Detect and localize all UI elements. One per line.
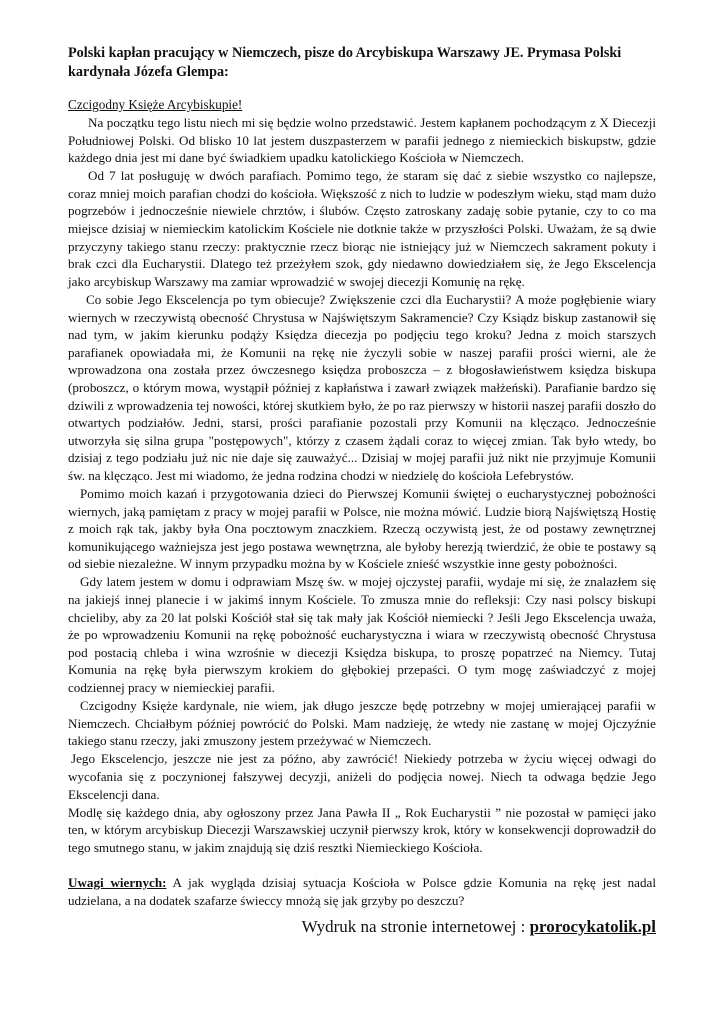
salutation: Czcigodny Księże Arcybiskupie! xyxy=(68,97,243,112)
paragraph-cardinal: Czcigodny Księże kardynale, nie wiem, jak długo jeszcze będę potrzebny w mojej umierającej parafii w Niemczech. Chciałbym później powrócić do Polski. Mam nadzieję, że wtedy nie zastanę w mojej Ojczyźnie takiego stanu rzeczy, jaki zmuszony jestem przeżywać w Niemczech. xyxy=(68,698,656,749)
letter-page xyxy=(68,44,656,909)
paragraph-introduction: Na początku tego listu niech mi się będzie wolno przedstawić. Jestem kapłanem pochodzącym z X Diecezji Południowej Polski. Od blisko 10 lat jestem duszpasterzem w parafii jednego z niemieckich biskupstw, gdzie każdego dnia jest mi dane być świadkiem upadku katolickiego Kościoła w Niemczech. xyxy=(68,115,656,166)
faithful-notes xyxy=(68,874,656,909)
notes-label: Uwagi wiernych: xyxy=(68,874,167,890)
website-link[interactable]: prorocykatolik.pl xyxy=(529,917,656,936)
print-footer xyxy=(302,916,656,938)
footer-text: Wydruk na stronie internetowej : xyxy=(301,917,530,936)
paragraph-appeal: Jego Ekscelencjo, jeszcze nie jest za późno, aby zawrócić! Niekiedy potrzeba w życiu więcej odwagi do wycofania się z poczynionej fałszywej decyzji, aniżeli do podjęcia nowej. Niech ta odwaga będzie Jego Ekscelencji dana. xyxy=(68,751,656,802)
paragraph-piety: Pomimo moich kazań i przygotowania dzieci do Pierwszej Komunii świętej o eucharystycznej pobożności wiernych, jaką pamiętam z pracy w mojej parafii w Polsce, nie można mówić. Ludzie biorą Najświętszą Hostię z moich rąk tak, jakby była Ona pocztowym znaczkiem. Rzeczą oczywistą jest, że od postawy zewnętrznej komunikującego ważniejsza jest jego postawa wewnętrzna, ale byłoby herezją twierdzić, że obie te postawy są od siebie niezależne. W innym przypadku można by w Kościele znieść wszystkie inne gesty pobożności. xyxy=(68,485,656,572)
paragraph-prayer: Modlę się każdego dnia, aby ogłoszony przez Jana Pawła II „ Rok Eucharystii ” nie pozostał w pamięci jako ten, w którym arcybiskup Diecezji Warszawskiej uczynił pierwszy krok, który w konsekwencji doprowadził do tego smutnego stanu, w jakim znajdują się dziś resztki Niemieckiego Kościoła. xyxy=(68,804,656,855)
paragraph-home-parish: Gdy latem jestem w domu i odprawiam Mszę św. w mojej ojczystej parafii, wydaje mi się, że znalazłem się na jakiejś innej planecie i w jakimś innym Kościele. To zmusza mnie do refleksji: Czy nasi polscy biskupi chcieliby, aby za 20 lat polski Kościół stał się tak mały jak Kościół niemiecki ? Jeśli Jego Ekscelencja uważa, że po wprowadzeniu Komunii na rękę pobożność eucharystyczna i wiara w rzeczywistą obecność Chrystusa pod postacią chleba i wina wzrośnie w diecezji Księdza biskupa, to proszę popatrzeć na Niemcy. Tutaj Komunia na rękę była pierwszym krokiem do głębokiej przepaści. O tym mogę zaświadczyć z mojej codziennej pracy w niemieckiej parafii. xyxy=(68,574,656,695)
paragraph-questions: Co sobie Jego Ekscelencja po tym obiecuje? Zwiększenie czci dla Eucharystii? A może pogłębienie wiary wiernych w rzeczywistą obecność Chrystusa w Najświętszym Sakramencie? Czy Ksiądz biskup zastanowił się nad tym, w jakim kierunku podąży Księdza diecezja po podjęciu tego kroku? Jedna z moich starszych parafianek opowiadała mi, że Komunii na rękę nie życzyli sobie w naszej parafii prości wierni, ale że wprowadzona ona została przez ówczesnego księdza proboszcza – z błogosławieństwem księdza biskupa (proboszcz, o którym mowa, wystąpił później z kapłaństwa i zawarł związek małżeński). Parafianie bardzo się dziwili z wprowadzenia tej nowości, której skutkiem było, że po raz pierwszy w historii naszej parafii doszło do otwartych podziałów. Jedni, starsi, prości parafianie pozostali przy Komunii na klęcząco. Jednocześnie utworzyła się silna grupa "postępowych", którzy z czasem żądali coraz to więcej zmian. Tak było wtedy, bo dzisiaj z tego podziału już nic nie daje się zauważyć... Dzisiaj w mojej parafii już nikt nie przyjmuje Komunii św. na klęcząco. Jest mi wiadomo, że jedna rodzina chodzi w niedzielę do kościoła Lefebrystów. xyxy=(68,291,656,483)
paragraph-two-parishes: Od 7 lat posługuję w dwóch parafiach. Pomimo tego, że staram się dać z siebie wszystko co najlepsze, coraz mniej moich parafian chodzi do kościoła. Większość z nich to ludzie w podeszłym wieku, stąd mam dużo pogrzebów i jednocześnie niewiele chrztów, i ślubów. Często zatroskany zadaję sobie pytanie, czy to co ma miejsce dzisiaj w niemieckim katolickim Kościele nie dotknie także w przyszłości Polski. Uważam, że są dwie przyczyny takiego stanu rzeczy: praktycznie rzecz biorąc nie istniejący już w Niemczech sakrament pokuty i brak czci dla Eucharystii. Dlatego też przeżyłem szok, gdy niedawno dowiedziałem się, że Jego Ekscelencja jako arcybiskup Warszawy ma zamiar wprowadzić w swojej diecezji Komunię na rękę. xyxy=(68,168,656,289)
notes-text: A jak wygląda dzisiaj sytuacja Kościoła w Polsce gdzie Komunia na rękę jest nadal udzielana, a na dodatek szafarze świeccy mnożą się jak grzyby po deszczu? xyxy=(68,874,656,908)
page-title: Polski kapłan pracujący w Niemczech, pisze do Arcybiskupa Warszawy JE. Prymasa Polski kardynała Józefa Glempa: xyxy=(68,45,622,80)
spacer xyxy=(68,857,656,874)
